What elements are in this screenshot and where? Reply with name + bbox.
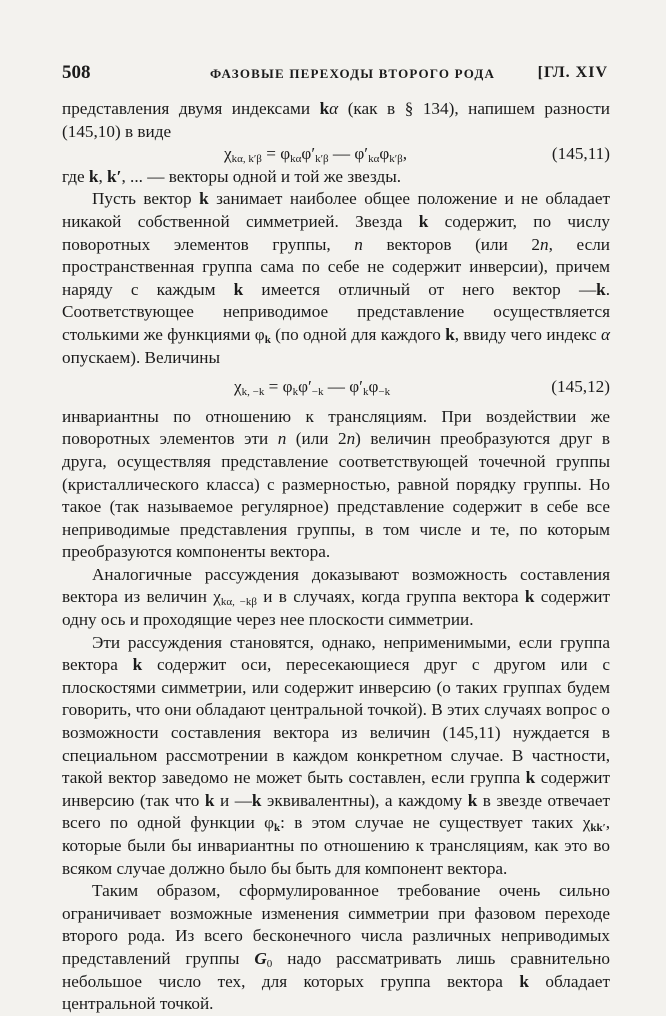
eq-operator: = [261,144,281,164]
eq-subscript: k [292,386,299,399]
chapter-label: [ГЛ. XIV [537,64,608,81]
paragraph-0 [62,98,610,143]
text-run: . Соответствующее неприводимое представление осуществляется столькими же функциями φ [62,279,611,344]
eq-symbol: φ′ [354,144,369,164]
text-run: надо рассматривать лишь сравнительно небольшое число тех, для которых группа вектора [62,948,610,991]
eq-subscript: k′β [315,153,329,166]
equation-145-11 [62,143,610,166]
eq-operator: — [328,144,355,164]
eq-subscript: k, −k [241,386,265,399]
eq-subscript: kα [368,153,380,166]
subscript: k [264,333,271,346]
group-G: G [254,948,267,968]
text-run: и в случаях, когда группа вектора [256,587,525,607]
text-run: эквивалентны), а каждому [261,790,468,810]
vector-k: k [251,790,262,810]
index-alpha: α [329,99,339,118]
eq-symbol: φ [379,144,390,164]
vector-k: k [132,655,143,675]
vector-k: k [445,324,455,344]
subscript: kk′ [590,822,606,835]
equation-number: (145,11) [551,144,610,164]
vector-k: k [233,279,244,299]
subscript: k [274,822,281,835]
text-run: , ввиду чего индекс [454,324,601,344]
eq-subscript: −k [378,386,391,399]
text-run: в звезде отвечает всего по одной функции φ [62,790,610,833]
paragraph-2 [62,188,610,369]
text-run: ) величин преобразуются друг в друга, осуществляя представление соответствующей точечной группы (кристаллического класса) с размерностью, равной порядку группы. Но такое (так называемое регулярное) представление содержит в себе все неприводимые представления группы, в том числе и те, по которым преобразуются компоненты вектора. [62,429,611,562]
page-header [62,62,608,86]
eq-symbol: χ [234,377,242,397]
paragraph-4 [62,564,610,632]
subscript: kα, −kβ [220,596,257,609]
equation-expression [224,143,407,166]
text-run: Эти рассуждения становятся, однако, неприменимыми, если группа вектора [62,632,610,675]
vector-k: k [88,166,99,186]
text-run: представления двумя индексами [62,99,320,118]
text-run: содержит одну ось и проходящие через нее плоскости симметрии. [62,587,610,630]
text-run: (или 2 [286,429,347,449]
running-title: ФАЗОВЫЕ ПЕРЕХОДЫ ВТОРОГО РОДА [210,66,496,81]
eq-symbol: φ [280,144,291,164]
text-run: Таким образом, сформулированное требование очень сильно ограничивает возможные изменения симметрии при фазовом переходе второго рода. Из всего бесконечного числа различных неприводимых представлений группы [62,881,610,968]
text-run: , ... — векторы одной и той же звезды. [121,166,402,186]
vector-k: k [524,587,535,607]
eq-subscript: kα, k′β [231,153,262,166]
text-run: векторов (или 2 [362,234,541,254]
text-run: инвариантны по отношению к трансляциям. При воздействии же поворотных элементов эти [62,406,610,449]
symbol-n: n [346,429,356,449]
text-run: Аналогичные рассуждения доказывают возможность составления вектора из величин χ [62,564,610,607]
paragraph-3 [62,406,610,564]
vector-k: k [596,279,606,299]
symbol-n: n [540,234,549,254]
text-run: содержит, по числу поворотных элементов группы, [62,211,611,254]
vector-k: k [467,790,478,810]
eq-operator: = [264,377,283,397]
vector-k-prime: k′ [107,166,122,186]
text-run: содержит оси, пересекающиеся друг с другом или с плоскостями симметрии, или содержит инверсию (о таких группах будем говорить, что они обладают центральной точкой). В этих случаях вопрос о возможности составления вектора из величин (145,11) нуждается в специальном рассмотрении в каждом конкретном случае. В частности, такой вектор заведомо не может быть составлен, если группа [62,655,611,788]
text-run: Пусть вектор [92,189,200,209]
eq-operator: — [323,377,350,397]
text-run: содержит инверсию (так что [62,768,611,810]
symbol-n: n [277,429,287,449]
text-run: и — [214,790,252,810]
eq-punct: , [402,144,408,164]
text-run: , если пространственная группа сама по себе не содержит инверсии), причем наряду с каждым [62,234,610,299]
eq-symbol: φ′ [349,377,363,397]
subscript: 0 [266,957,273,970]
eq-subscript: −k [311,386,324,399]
text-run: где [62,166,89,186]
text-run: , [98,166,108,186]
eq-symbol: φ [368,377,379,397]
index-alpha: α [600,324,610,344]
vector-k: k [319,99,330,118]
text-run: опускаем). Величины [62,347,221,367]
equation-number: (145,12) [551,377,610,397]
equation-145-12 [62,376,610,399]
page-number: 508 [62,62,91,83]
eq-symbol: φ [282,377,293,397]
eq-subscript: k′β [389,153,403,166]
equation-expression [234,376,390,399]
text-run: обладает центральной точкой. [62,971,610,1014]
body-text [62,98,610,1016]
eq-subscript: kα [290,153,302,166]
text-run: , которые были бы инвариантны по отношению к трансляциям, как это во всяком случае должно было бы быть для компонент вектора. [62,813,610,878]
symbol-n: n [354,234,363,254]
text-run: : в этом случае не существует таких χ [280,813,591,833]
text-run: занимает наиболее общее положение и не обладает никакой собственной симметрией. Звезда [62,189,610,231]
vector-k: k [525,768,536,788]
text-run: имеется отличный от него вектор — [243,279,597,299]
text-run: (как в § 134), напишем разности (145,10) в виде [62,99,610,141]
eq-subscript: k [362,386,369,399]
vector-k: k [519,971,529,991]
paragraph-5 [62,632,610,881]
vector-k: k [199,189,209,209]
eq-symbol: φ′ [298,377,312,397]
paragraph-1 [62,166,610,189]
vector-k: k [418,211,429,231]
text-run: (по одной для каждого [270,324,446,344]
paragraph-6 [62,880,610,1016]
vector-k: k [204,790,215,810]
eq-symbol: φ′ [301,144,316,164]
eq-symbol: χ [224,144,232,164]
